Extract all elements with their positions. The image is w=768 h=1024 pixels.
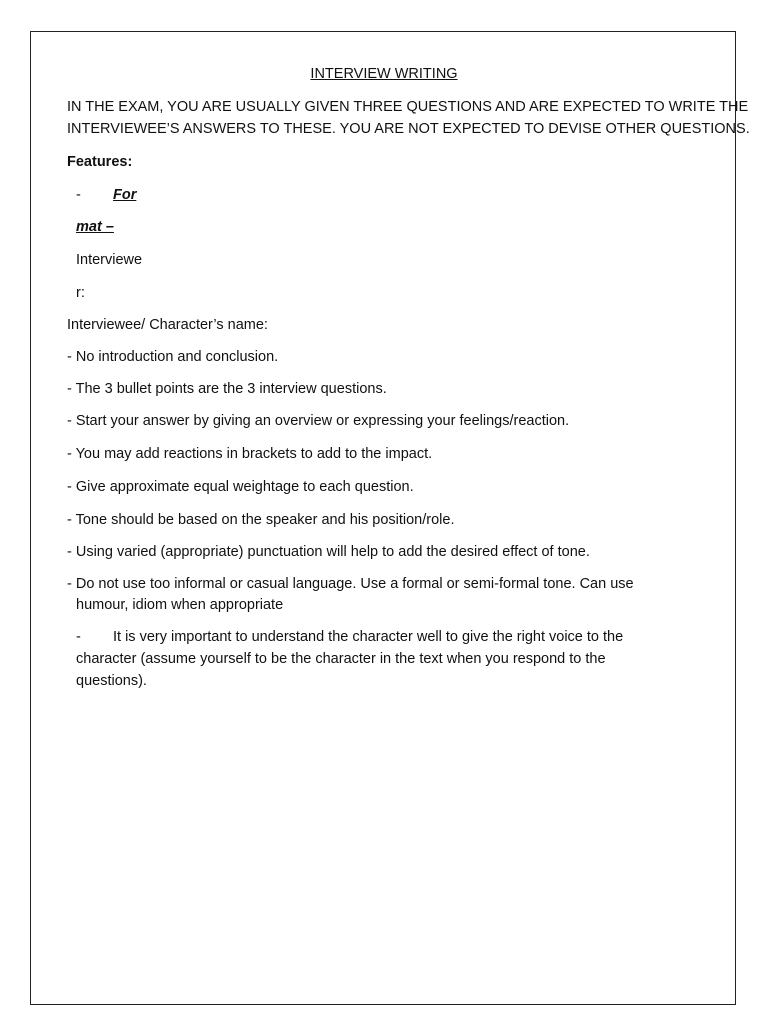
format-dash: - <box>76 187 81 203</box>
point-weightage: - Give approximate equal weightage to each question. <box>67 479 414 495</box>
interviewer-label-part1: Interviewe <box>76 252 143 268</box>
format-label-part1: For <box>113 187 137 203</box>
point-language-line-2: humour, idiom when appropriate <box>76 597 284 613</box>
point-no-intro: - No introduction and conclusion. <box>67 349 279 365</box>
last-point-line-2: character (assume yourself to be the character in the text when you respond to the <box>76 651 606 667</box>
interviewer-label-part2: r: <box>76 285 85 301</box>
intro-line-2: INTERVIEWEE’S ANSWERS TO THESE. YOU ARE NOT EXPECTED TO DEVISE OTHER QUESTIONS. <box>67 121 750 137</box>
features-heading: Features: <box>67 154 133 170</box>
intro-line-1: IN THE EXAM, YOU ARE USUALLY GIVEN THREE QUESTIONS AND ARE EXPECTED TO WRITE THE <box>67 99 749 115</box>
document-title: INTERVIEW WRITING <box>310 66 458 82</box>
point-start-answer: - Start your answer by giving an overview or expressing your feelings/reaction. <box>67 413 570 429</box>
point-reactions: - You may add reactions in brackets to add to the impact. <box>67 446 433 462</box>
last-point-line-1: It is very important to understand the character well to give the right voice to the <box>113 629 624 645</box>
point-punctuation: - Using varied (appropriate) punctuation will help to add the desired effect of tone. <box>67 544 590 560</box>
point-language-line-1: - Do not use too informal or casual language. Use a formal or semi-formal tone. Can use <box>67 576 634 592</box>
point-tone: - Tone should be based on the speaker and his position/role. <box>67 512 455 528</box>
interviewee-label: Interviewee/ Character’s name: <box>67 317 268 333</box>
point-bullet-questions: - The 3 bullet points are the 3 interview questions. <box>67 381 387 397</box>
last-point-dash: - <box>76 629 81 645</box>
format-label-part2: mat – <box>76 219 114 235</box>
last-point-line-3: questions). <box>76 673 147 689</box>
